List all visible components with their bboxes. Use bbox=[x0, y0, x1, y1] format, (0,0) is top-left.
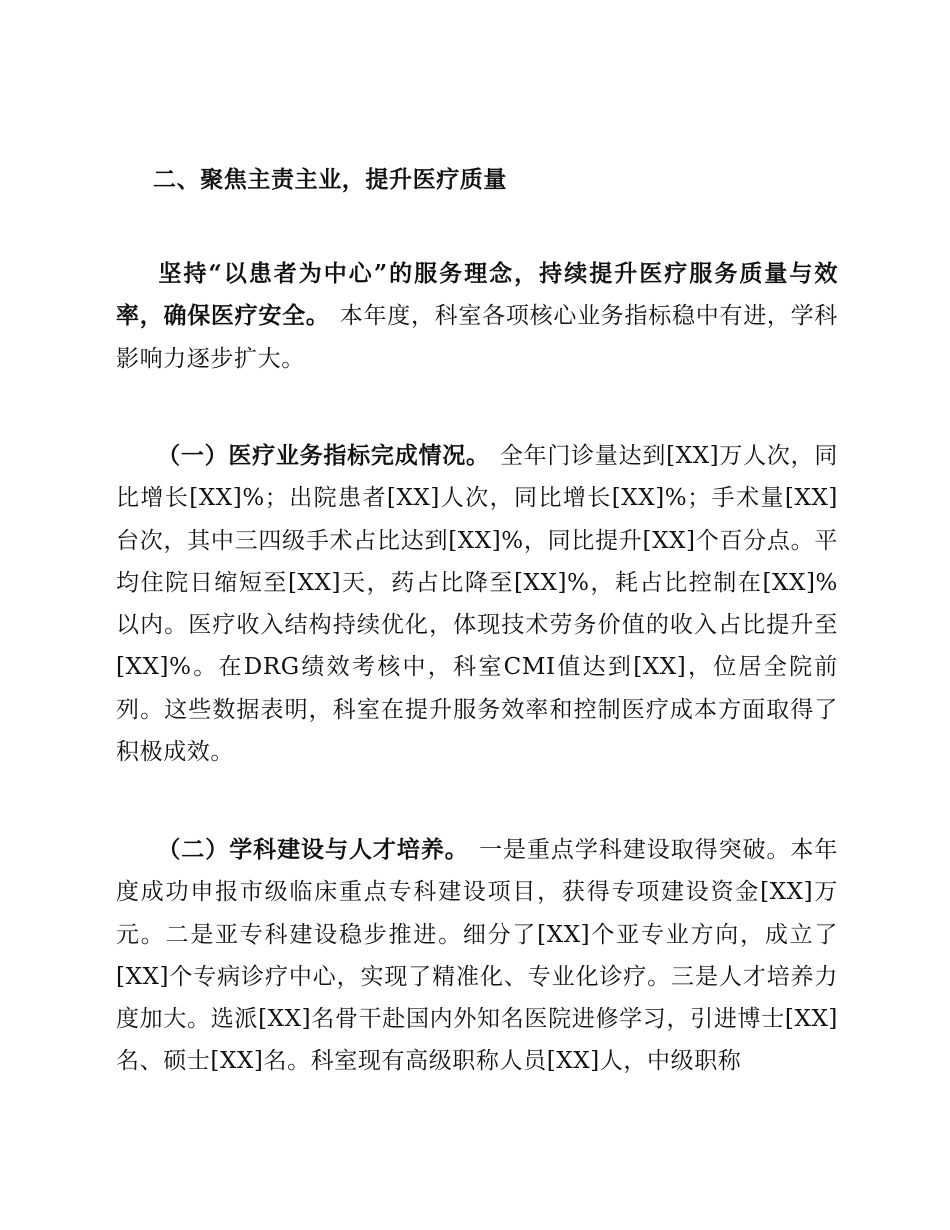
paragraph-body: 全年门诊量达到[XX]万人次，同比增长[XX]%；出院患者[XX]人次，同比增长[XX]%；手术量[XX]台次，其中三四级手术占比达到[XX]%，同比提升[XX]个百分点。平均住院日缩短至[XX]天，药占比降至[XX]%，耗占比控制在[XX]%以内。医疗收入结构持续优化，体现技术劳务价值的收入占比提升至[XX]%。在DRG绩效考核中，科室CMI值达到[XX]，位居全院前列。这些数据表明，科室在提升服务效率和控制医疗成本方面取得了积极成效。 bbox=[116, 443, 838, 766]
paragraph-discipline-talent bbox=[116, 829, 838, 1083]
paragraph-medical-indicators bbox=[116, 435, 838, 773]
paragraph-service-philosophy bbox=[116, 253, 838, 380]
paragraph-lead: 坚持“以患者为中心”的服务理念，持续提升医疗服务质量与效率，确保医疗安全。 bbox=[116, 260, 838, 330]
paragraph-body: 本年度，科室各项核心业务指标稳中有进，学科影响力逐步扩大。 bbox=[116, 303, 838, 372]
paragraph-body: 一是重点学科建设取得突破。本年度成功申报市级临床重点专科建设项目，获得专项建设资金[XX]万元。二是亚专科建设稳步推进。细分了[XX]个亚专业方向，成立了[XX]个专病诊疗中心，实现了精准化、专业化诊疗。三是人才培养力度加大。选派[XX]名骨干赴国内外知名医院进修学习，引进博士[XX]名、硕士[XX]名。科室现有高级职称人员[XX]人，中级职称 bbox=[116, 837, 838, 1075]
paragraph-lead: （二）学科建设与人才培养。 bbox=[157, 836, 469, 863]
section-heading: 二、聚焦主责主业，提升医疗质量 bbox=[153, 166, 507, 193]
paragraph-lead: （一）医疗业务指标完成情况。 bbox=[157, 442, 490, 469]
